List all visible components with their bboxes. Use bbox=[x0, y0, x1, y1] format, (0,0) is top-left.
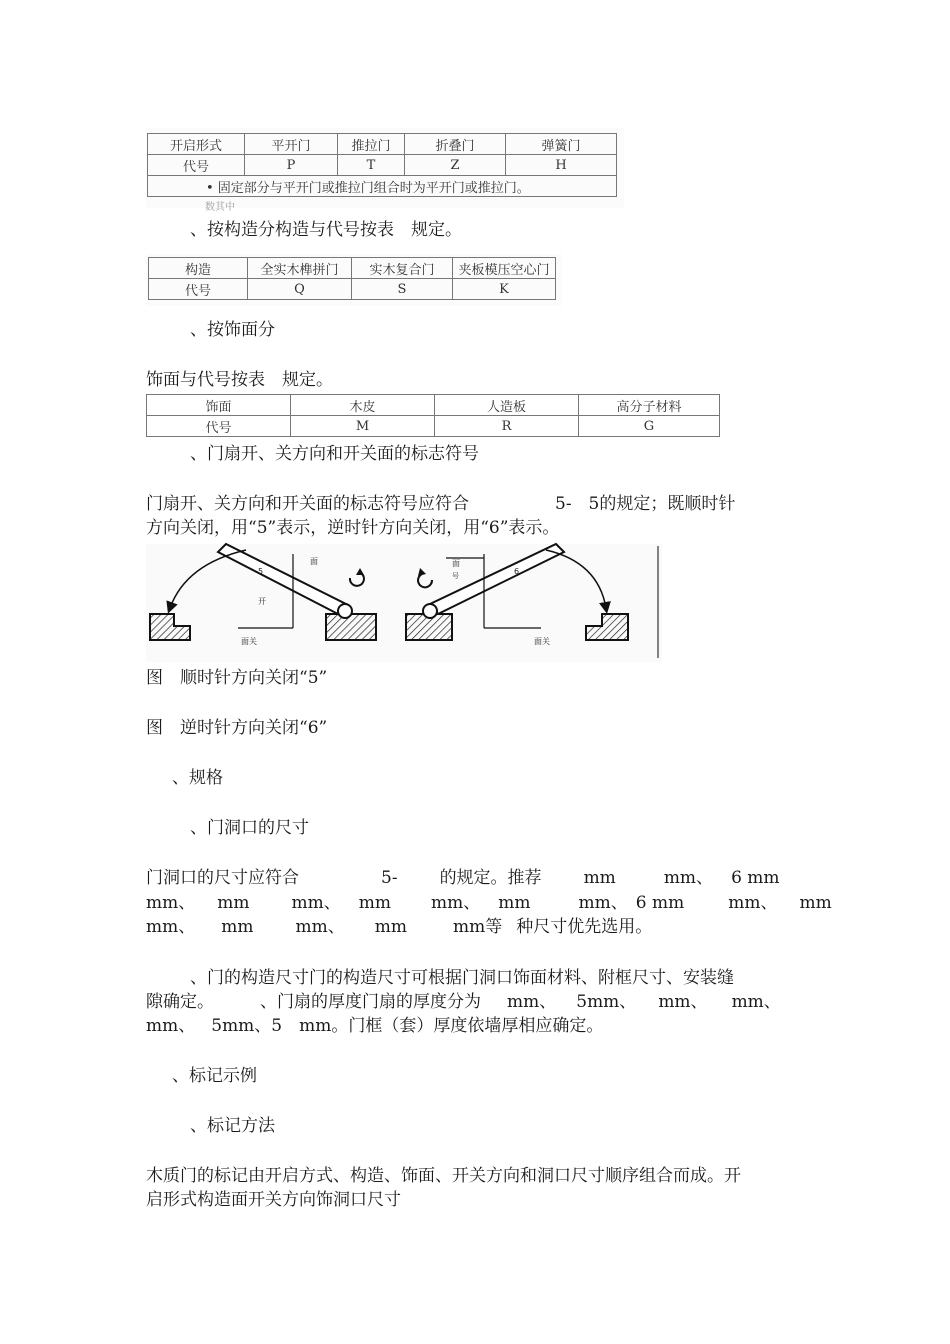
opening-l1-2: 的规定。推荐 bbox=[439, 868, 542, 888]
heading-spec: 、规格 bbox=[172, 768, 223, 788]
opening-l3-3: mm bbox=[374, 917, 407, 937]
para-direction-l2: 方向关闭，用“5”表示，逆时针方向关闭，用“6”表示。 bbox=[146, 518, 560, 538]
t3-h0: 饰面 bbox=[147, 395, 291, 416]
fig-left-bottom: 面关 bbox=[241, 637, 257, 646]
opening-l2-4: mm、 bbox=[431, 893, 481, 913]
construct-l2c-1: 5mm、 bbox=[576, 992, 637, 1012]
construct-l2b: 、门扇的厚度门扇的厚度分为 bbox=[260, 992, 481, 1012]
para-direction-l1c: 的规定；既顺时针 bbox=[599, 494, 736, 514]
para-direction-l1a: 门扇开、关方向和开关面的标志符号应符合 bbox=[146, 494, 469, 514]
opening-l2-3: mm bbox=[358, 893, 391, 913]
opening-l3 bbox=[146, 915, 652, 939]
para-direction-l1b: 5- 5 bbox=[555, 494, 600, 514]
t2-h3: 夹板模压空心门 bbox=[453, 258, 556, 279]
t1-r0: 代号 bbox=[148, 155, 245, 176]
fig-right-bottom: 面关 bbox=[534, 637, 550, 646]
opening-l3-4: mm等 bbox=[453, 917, 503, 937]
t1-h4: 弹簧门 bbox=[506, 134, 617, 155]
t1-h0: 开启形式 bbox=[148, 134, 245, 155]
para-construct-rule: 、按构造分构造与代号按表 规定。 bbox=[190, 220, 462, 240]
t1-h1: 平开门 bbox=[245, 134, 338, 155]
t3-r1: M bbox=[291, 416, 435, 437]
para-finish-rule: 饰面与代号按表 规定。 bbox=[146, 370, 333, 390]
mark-l1: 木质门的标记由开启方式、构造、饰面、开关方向和洞口尺寸顺序组合而成。开 bbox=[146, 1166, 741, 1186]
t3-h3: 高分子材料 bbox=[579, 395, 720, 416]
t1-r2: T bbox=[338, 155, 405, 176]
fig-left-num: 5 bbox=[258, 567, 264, 576]
opening-l2-6: mm、 bbox=[578, 893, 628, 913]
t1-note: • 固定部分与平开门或推拉门组合时为平开门或推拉门。 bbox=[148, 176, 617, 197]
t2-r0: 代号 bbox=[149, 279, 248, 300]
opening-l1-5: 6 mm bbox=[731, 868, 780, 888]
table-construction bbox=[148, 257, 556, 300]
heading-door-direction: 、门扇开、关方向和开关面的标志符号 bbox=[190, 444, 479, 464]
caption-clockwise: 图 顺时针方向关闭“5” bbox=[146, 668, 328, 688]
t2-r3: K bbox=[453, 279, 556, 300]
opening-l3-2: mm、 bbox=[295, 917, 345, 937]
opening-l2-8: mm、 bbox=[728, 893, 778, 913]
t3-r2: R bbox=[435, 416, 579, 437]
construct-l2c-3: mm、 bbox=[731, 992, 781, 1012]
para-direction-l1 bbox=[146, 492, 735, 516]
heading-opening-size: 、门洞口的尺寸 bbox=[190, 818, 309, 838]
t2-h2: 实木复合门 bbox=[352, 258, 453, 279]
opening-l1-3: mm bbox=[583, 868, 616, 888]
opening-l1-0: 门洞口的尺寸应符合 bbox=[146, 868, 299, 888]
fig-right-small: 号 bbox=[452, 572, 459, 580]
opening-l3-5: 种尺寸优先选用。 bbox=[516, 917, 653, 937]
fig-right-num: 6 bbox=[514, 567, 520, 576]
t2-h1: 全实木榫拼门 bbox=[248, 258, 352, 279]
table-opening-type bbox=[147, 133, 617, 197]
t2-r1: Q bbox=[248, 279, 352, 300]
construct-l2c-0: mm、 bbox=[507, 992, 557, 1012]
opening-l2-5: mm bbox=[498, 893, 531, 913]
opening-l1 bbox=[146, 866, 780, 890]
construct-l3b: 5mm、5 mm。门框（套）厚度依墙厚相应确定。 bbox=[211, 1016, 604, 1036]
t3-h2: 人造板 bbox=[435, 395, 579, 416]
heading-mark-method: 、标记方法 bbox=[190, 1116, 275, 1136]
opening-l3-0: mm、 bbox=[146, 917, 196, 937]
mark-l2: 启形式构造面开关方向饰洞口尺寸 bbox=[146, 1190, 401, 1210]
fig-left-open: 开 bbox=[258, 597, 266, 606]
opening-l2-9: mm bbox=[799, 893, 832, 913]
t1-h2: 推拉门 bbox=[338, 134, 405, 155]
t1-cut-text bbox=[205, 198, 235, 206]
construct-l3 bbox=[146, 1014, 603, 1038]
t2-h0: 构造 bbox=[149, 258, 248, 279]
t3-r0: 代号 bbox=[147, 416, 291, 437]
heading-finish: 、按饰面分 bbox=[190, 320, 275, 340]
opening-l2-1: mm bbox=[217, 893, 250, 913]
fig-right-top: 面 bbox=[452, 559, 460, 568]
table-finish bbox=[146, 394, 720, 437]
t1-r1: P bbox=[245, 155, 338, 176]
t1-r4: H bbox=[506, 155, 617, 176]
construct-l2 bbox=[146, 990, 781, 1014]
opening-l2-7: 6 mm bbox=[635, 893, 685, 913]
construct-l1: 、门的构造尺寸门的构造尺寸可根据门洞口饰面材料、附框尺寸、安装缝 bbox=[190, 968, 734, 988]
caption-counterclockwise: 图 逆时针方向关闭“6” bbox=[146, 718, 328, 738]
fig-left-top: 面 bbox=[310, 557, 318, 566]
opening-l1-1: 5- bbox=[381, 868, 398, 888]
t3-r3: G bbox=[579, 416, 720, 437]
t1-h3: 折叠门 bbox=[405, 134, 506, 155]
opening-l1-4: mm、 bbox=[663, 868, 714, 888]
opening-l2-0: mm、 bbox=[146, 893, 196, 913]
t1-r3: Z bbox=[405, 155, 506, 176]
heading-mark-example: 、标记示例 bbox=[172, 1066, 257, 1086]
opening-l2-2: mm、 bbox=[291, 893, 341, 913]
construct-l3a: mm、 bbox=[146, 1016, 196, 1036]
t3-h1: 木皮 bbox=[291, 395, 435, 416]
construct-l2a: 隙确定。 bbox=[146, 992, 214, 1012]
t2-r2: S bbox=[352, 279, 453, 300]
door-swing-figure bbox=[146, 544, 662, 662]
construct-l2c-2: mm、 bbox=[658, 992, 708, 1012]
opening-l2 bbox=[146, 891, 832, 915]
opening-l3-1: mm bbox=[221, 917, 254, 937]
